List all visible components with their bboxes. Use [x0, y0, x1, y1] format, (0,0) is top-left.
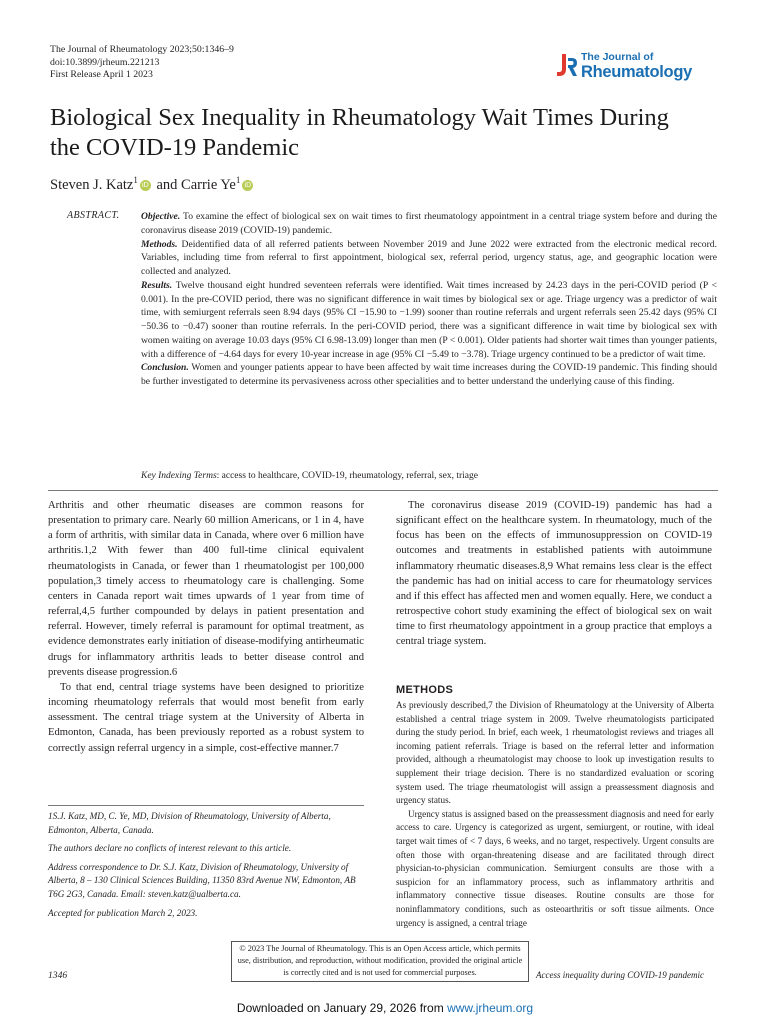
abstract-results	[141, 279, 717, 362]
author-katz[interactable]: Steven J. Katz	[50, 177, 134, 193]
author-affiliation-sup: 1	[133, 175, 138, 186]
doi[interactable]: doi:10.3899/jrheum.221213	[50, 56, 160, 68]
intro-paragraph-1: Arthritis and other rheumatic diseases are common reasons for presentation to primary care. Nearly 60 million Americans, or 1 in 4, have a form of arthritis, with similar data in Canada, where over 6 million have arthritis.1,2 With fewer than 400 full-time clinical equivalent rheumatologists in Canada, or fewer than 1 rheumatologist per 100,000 population,3 timely access to rheumatology care is challenging. Some centers in Canada report wait times upwards of 1 year from time of referral,4,5 further compounded by delays in patient presentation and referral. However, timely referral is paramount for optimal treatment, as evidence demonstrates early initiation of disease-modifying antirheumatic drugs for inflammatory arthritis leads to better disease control and prevents disease progression.6	[48, 500, 364, 678]
accepted-note: Accepted for publication March 2, 2023.	[48, 907, 198, 918]
author-line	[50, 176, 255, 194]
author-joiner: and	[156, 177, 178, 193]
correspondence-note: Address correspondence to Dr. S.J. Katz, Division of Rheumatology, University of Alberta, 8 – 130 Clinical Sciences Building, 11350 83rd Avenue NW, Edmonton, AB T6G 2G3, Canada. Email: steven.katz@ualberta.ca.	[48, 861, 356, 899]
abstract-divider	[48, 490, 718, 491]
results-label: Results.	[141, 279, 173, 291]
logo-top-text: The Journal of	[581, 51, 654, 63]
article-title: Biological Sex Inequality in Rheumatology Wait Times During the COVID-19 Pandemic	[50, 104, 669, 161]
abstract	[141, 210, 717, 389]
conclusion-label: Conclusion.	[141, 362, 189, 374]
intro-paragraph-3: The coronavirus disease 2019 (COVID-19) pandemic has had a significant effect on the healthcare system. In rheumatology, much of the focus has been on the effects of immunosuppression on COVID-19 outcomes and treatments in established patients with autoimmune inflammatory rheumatic diseases.8,9 What remains less clear is the effect the pandemic has had on initial access to care for rheumatology services and if this effect has affected men and women equally. Here, we conduct a retrospective cohort study examining the effect of biological sex on wait time to first rheumatology appointment in a group practice that employs a central triage system.	[396, 500, 712, 648]
journal-logo	[556, 50, 716, 82]
first-release-date: First Release April 1 2023	[50, 69, 153, 80]
intro-paragraph-2: To that end, central triage systems have been designed to prioritize incoming rheumatology referrals that would most benefit from early assessment. The central triage system at the University of Alberta in Edmonton, Canada, has been previously reported as a robust system to correctly assign referral urgency in a simple, cost-effective manner.7	[48, 681, 364, 754]
orcid-icon[interactable]: iD	[140, 180, 151, 191]
orcid-icon[interactable]: iD	[242, 180, 253, 191]
journal-meta	[50, 44, 234, 82]
key-indexing-terms: Key Indexing Terms: access to healthcare, COVID-19, rheumatology, referral, sex, triage	[141, 471, 478, 481]
keywords-text: access to healthcare, COVID-19, rheumatology, referral, sex, triage	[221, 471, 478, 481]
journal-website-link[interactable]: www.jrheum.org	[447, 1001, 534, 1015]
author-affiliation-sup: 1	[235, 175, 241, 186]
body-right-column	[396, 498, 712, 650]
abstract-label: ABSTRACT.	[67, 210, 120, 221]
methods-paragraph-2: Urgency status is assigned based on the preassessment diagnosis and need for early access to care. Urgency is categorized as urgent, semiurgent, or routine, with ideal target wait times of < 7 days, 6 weeks, and no target, respectively. Urgent consults are often those with organ-threatening disease and are facilitated through direct physician-to-physician communication. Semiurgent consults are those with a suspicion for an inflammatory process, such as inflammatory arthritis and inflammatory connective tissue diseases. Routine consults are those for noninflammatory conditions, such as osteoarthritis or soft tissue ailments. Once urgency is assigned, a central triage	[396, 808, 715, 928]
author-ye[interactable]: Carrie Ye	[181, 177, 236, 193]
affiliation-note: 1S.J. Katz, MD, C. Ye, MD, Division of Rheumatology, University of Alberta, Edmonton, Alberta, Canada.	[48, 811, 331, 835]
methods-text: Deidentified data of all referred patients between November 2019 and June 2022 were extracted from the electronic medical record. Variables, including time from referral to first appointment, biological sex, referral period, urgency status, age, and geographic location were collected and analyzed.	[141, 238, 717, 277]
footnotes	[48, 810, 366, 925]
license-box: © 2023 The Journal of Rheumatology. This is an Open Access article, which permits use, distribution, and reproduction, without modification, provided the original article is correctly cited and is not used for commercial purposes.	[231, 941, 529, 982]
methods-label: Methods.	[141, 238, 178, 250]
jr-logo-icon	[556, 52, 578, 78]
page-number: 1346	[48, 970, 68, 981]
methods-section	[396, 699, 714, 930]
download-notice	[0, 1001, 770, 1015]
abstract-objective	[141, 210, 717, 238]
running-title: Access inequality during COVID-19 pandemic	[536, 970, 704, 980]
logo-main-text: Rheumatology	[581, 63, 692, 81]
abstract-conclusion	[141, 361, 717, 389]
journal-citation: The Journal of Rheumatology 2023;50:1346–9	[50, 44, 234, 55]
methods-paragraph-1: As previously described,7 the Division of Rheumatology at the University of Alberta established a central triage system in 2009. Twelve rheumatologists participated during the study period. In brief, each week, 1 rheumatologist reviews and triages all incoming patient referrals. Triage is based on the referral letter and information provided, although a rheumatologist may choose to look up investigation results to supplement their triage decision. There is no standardized evaluation or scoring system used. The triage rheumatologist will assign a preassessment diagnosis and urgency status.	[396, 700, 714, 806]
keywords-label: Key Indexing Terms	[141, 471, 217, 481]
conclusion-text: Women and younger patients appear to have been affected by wait time increases during the COVID-19 pandemic. This finding should be further investigated to determine its pervasiveness across other specialities and to better understand the underlying cause of this finding.	[141, 362, 717, 387]
footnote-divider	[48, 805, 364, 806]
results-text: Twelve thousand eight hundred seventeen referrals were identified. Wait times increased by 24.23 days in the peri-COVID period (P < 0.001). In the pre-COVID period, there was no significant difference in wait times by biological sex or age. Triage urgency was a predictor of wait time, with semiurgent referrals seen 8.94 days (95% CI −15.90 to −1.99) sooner than routine referrals and urgent referrals seen 25.42 days (95% CI −50.36 to −0.47) sooner than routine referrals. In the peri-COVID period, there was a significant difference in wait time by biological sex with women waiting on average 10.03 days (95% CI 6.98-13.09) longer than men (P < 0.001). Older patients had shorter wait times than younger patients, with a difference of −4.64 days for every 10-year increase in age (95% CI −5.49 to −3.78). Triage urgency continued to be a predictor of wait time.	[141, 279, 717, 360]
body-left-column	[48, 498, 364, 756]
objective-label: Objective.	[141, 211, 181, 222]
methods-heading: METHODS	[396, 684, 454, 696]
objective-text: To examine the effect of biological sex on wait times to first rheumatology appointment in a central triage system before and during the coronavirus disease 2019 (COVID-19) pandemic.	[141, 211, 717, 236]
abstract-methods	[141, 238, 717, 279]
conflicts-note: The authors declare no conflicts of interest relevant to this article.	[48, 843, 292, 854]
download-text: Downloaded on January 29, 2026 from	[236, 1001, 444, 1015]
